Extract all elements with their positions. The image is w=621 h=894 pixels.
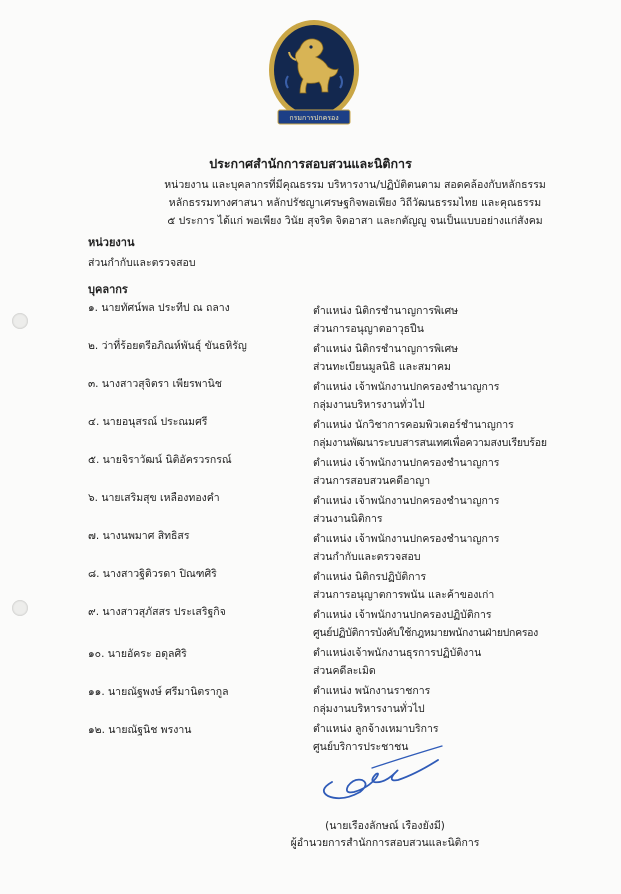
handwritten-signature [312, 738, 472, 808]
person-unit: ศูนย์ปฏิบัติการบังคับใช้กฎหมายพนักงานฝ่ายปกครอง [313, 627, 538, 639]
unit-heading: หน่วยงาน [88, 236, 135, 249]
person-position: ตำแหน่ง นักวิชาการคอมพิวเตอร์ชำนาญการ [313, 419, 514, 431]
subtitle-line: หน่วยงาน และบุคลากรที่มีคุณธรรม บริหารงาน/ปฏิบัติตนตาม สอดคล้องกับหลักธรรม [164, 179, 546, 191]
unit-name: ส่วนกำกับและตรวจสอบ [88, 257, 196, 269]
person-position: ตำแหน่ง พนักงานราชการ [313, 685, 431, 697]
person-position: ตำแหน่ง เจ้าพนักงานปกครองชำนาญการ [313, 533, 500, 545]
person-name: ๑๑. นายณัฐพงษ์ ศรีมานิตรากูล [88, 686, 229, 698]
announcement-title: ประกาศสำนักการสอบสวนและนิติการ [209, 156, 412, 171]
person-name: ๑. นายทัศน์พล ประทีป ณ ถลาง [88, 302, 230, 314]
signer-title: ผู้อำนวยการสำนักการสอบสวนและนิติการ [290, 837, 480, 849]
subtitle-line: หลักธรรมทางศาสนา หลักปรัชญาเศรษฐกิจพอเพียง วิถีวัฒนธรรมไทย และคุณธรรม [168, 197, 542, 209]
signer-name: (นายเรืองลักษณ์ เรืองยังมี) [325, 820, 445, 832]
subtitle-line: ๕ ประการ ได้แก่ พอเพียง วินัย สุจริต จิตอาสา และกตัญญู จนเป็นแบบอย่างแก่สังคม [167, 215, 543, 227]
person-unit: ส่วนการอนุญาตอาวุธปืน [313, 323, 424, 335]
punch-hole [12, 313, 28, 329]
person-unit: ส่วนกำกับและตรวจสอบ [313, 551, 421, 563]
person-unit: ส่วนการอนุญาตการพนัน และค้าของเก่า [313, 589, 495, 601]
person-unit: กลุ่มงานบริหารงานทั่วไป [313, 703, 425, 715]
person-position: ตำแหน่ง เจ้าพนักงานปกครองชำนาญการ [313, 457, 500, 469]
person-name: ๑๐. นายอัคระ อดุลศิริ [88, 648, 187, 660]
person-unit: ส่วนทะเบียนมูลนิธิ และสมาคม [313, 361, 451, 373]
person-unit: ส่วนคดีละเมิด [313, 665, 376, 677]
person-unit: ส่วนการสอบสวนคดีอาญา [313, 475, 431, 487]
person-position: ตำแหน่ง นิติกรชำนาญการพิเศษ [313, 343, 459, 355]
person-unit: กลุ่มงานบริหารงานทั่วไป [313, 399, 425, 411]
person-position: ตำแหน่ง เจ้าพนักงานปกครองชำนาญการ [313, 381, 500, 393]
person-unit: กลุ่มงานพัฒนาระบบสารสนเทศเพื่อความสงบเรียบร้อย [313, 437, 547, 449]
person-name: ๖. นายเสริมสุข เหลืองทองคำ [88, 492, 220, 504]
personnel-heading: บุคลากร [88, 283, 128, 296]
punch-hole [12, 600, 28, 616]
person-name: ๑๒. นายณัฐนิช พรงาน [88, 724, 192, 736]
person-position: ตำแหน่ง นิติกรชำนาญการพิเศษ [313, 305, 459, 317]
person-name: ๒. ว่าที่ร้อยตรีอภิณห์พันธุ์ ขันธหิรัญ [88, 340, 247, 352]
person-position: ตำแหน่ง เจ้าพนักงานปกครองชำนาญการ [313, 495, 500, 507]
person-name: ๗. นางนพมาศ สิทธิสร [88, 530, 190, 542]
person-name: ๕. นายจิราวัฒน์ นิติอัครวรกรณ์ [88, 454, 232, 466]
person-unit: ส่วนงานนิติการ [313, 513, 383, 525]
department-emblem-logo [266, 18, 362, 136]
person-position: ตำแหน่ง ลูกจ้างเหมาบริการ [313, 723, 439, 735]
announcement-subtitle [150, 176, 560, 230]
person-name: ๘. นางสาวฐิติวรดา ปิณฑศิริ [88, 568, 217, 580]
emblem-ribbon-text: กรมการปกครอง [289, 114, 339, 122]
person-name: ๙. นางสาวสุภัสสร ประเสริฐกิจ [88, 606, 226, 618]
person-position: ตำแหน่งเจ้าพนักงานธุรการปฏิบัติงาน [313, 647, 482, 659]
person-unit: ศูนย์บริการประชาชน [313, 741, 409, 753]
person-position: ตำแหน่ง เจ้าพนักงานปกครองปฏิบัติการ [313, 609, 492, 621]
person-name: ๓. นางสาวสุจิตรา เพียรพานิช [88, 378, 222, 390]
person-name: ๔. นายอนุสรณ์ ประณมศรี [88, 416, 208, 428]
person-position: ตำแหน่ง นิติกรปฏิบัติการ [313, 571, 427, 583]
